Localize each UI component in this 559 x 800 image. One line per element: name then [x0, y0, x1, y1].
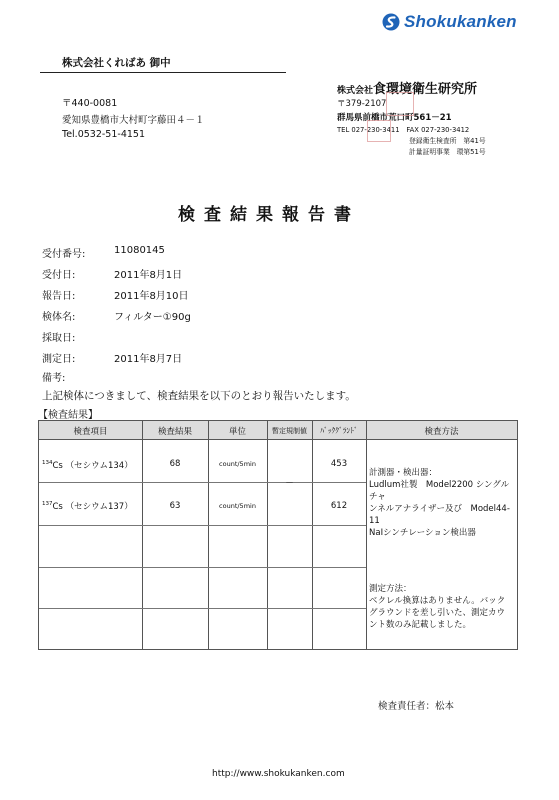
measurement-date-label: 測定日:	[42, 354, 76, 365]
sender-company: 食環境衛生研究所	[373, 82, 478, 97]
sender-address: 群馬県前橋市荒口町561－21	[337, 113, 452, 123]
method-line	[369, 539, 515, 583]
method-line: ント数のみ記載しました。	[369, 620, 472, 630]
col-header-background: ﾊﾞｯｸｸﾞﾗﾝﾄﾞ	[320, 426, 358, 435]
report-date-value: 2011年8月10日	[114, 291, 189, 302]
table-row-result: 63	[169, 501, 181, 511]
provisional-limit-value: －	[285, 479, 294, 489]
col-header-result: 検査結果	[157, 427, 192, 437]
column-divider	[267, 421, 268, 649]
column-divider	[366, 421, 367, 649]
logo-mark-icon	[382, 13, 400, 31]
document-title: 検査結果報告書	[178, 205, 360, 225]
table-row-background: 612	[330, 501, 348, 511]
receipt-date-value: 2011年8月1日	[114, 270, 183, 281]
mass-number: 134	[42, 460, 53, 467]
representative-seal-stamp	[367, 120, 391, 142]
sampling-date-label: 採取日:	[42, 333, 76, 344]
method-line: グラウンドを差し引いた、測定カウ	[369, 608, 506, 618]
table-row-unit: count/5min	[219, 502, 256, 510]
mass-number: 137	[42, 501, 53, 508]
report-statement: 上記検体につきまして、検査結果を以下のとおり報告いたします。	[42, 390, 356, 402]
row-divider	[39, 608, 366, 609]
column-divider	[208, 421, 209, 649]
remarks-label: 備考:	[42, 373, 66, 384]
col-header-unit: 単位	[228, 427, 246, 437]
col-header-method: 検査方法	[424, 427, 459, 437]
column-divider	[142, 421, 143, 649]
method-line: 計測器・検出器：	[369, 468, 438, 478]
method-line: Ludlum社製 Model2200 シングルチャ	[369, 480, 510, 502]
table-row-item	[42, 459, 133, 471]
inspector-name: 検査責任者：松本	[378, 701, 455, 712]
recipient-postal: 〒440-0081	[62, 98, 118, 109]
sender-postal: 〒379-2107	[337, 99, 387, 109]
method-line: ンネルアナライザー及び Model44-11	[369, 504, 510, 526]
sender-kk: 株式会社	[337, 86, 374, 96]
method-line: NaIシンチレーション検出器	[369, 528, 476, 538]
method-line: ベクレル換算はありません。バック	[369, 596, 506, 606]
row-divider	[39, 525, 366, 526]
table-row-result: 68	[169, 459, 181, 469]
table-row-background: 453	[330, 459, 348, 469]
section-label: 【検査結果】	[38, 410, 98, 421]
sample-name-value: フィルター①90g	[114, 312, 191, 323]
receipt-number-label: 受付番号:	[42, 249, 86, 260]
sender-registration-2: 計量証明事業 環第51号	[409, 148, 486, 156]
row-divider	[39, 482, 366, 483]
row-divider	[39, 567, 366, 568]
footer-url[interactable]: http://www.shokukanken.com	[212, 769, 345, 779]
receipt-number-value: 11080145	[114, 245, 165, 256]
company-logo	[382, 12, 517, 32]
recipient-tel: Tel.0532-51-4151	[62, 129, 145, 140]
item-name: Cs （セシウム134）	[52, 461, 133, 471]
recipient-underline	[40, 72, 286, 73]
logo-brand-text: Shokukanken	[404, 12, 517, 31]
receipt-date-label: 受付日:	[42, 270, 76, 281]
results-table	[38, 420, 518, 650]
col-header-item: 検査項目	[73, 427, 108, 437]
company-seal-stamp	[386, 92, 414, 116]
measurement-date-value: 2011年8月7日	[114, 354, 183, 365]
method-text	[369, 467, 515, 631]
sender-registration-1: 登録衛生検査所 第41号	[409, 137, 486, 145]
table-row-unit: count/5min	[219, 460, 256, 468]
recipient-address: 愛知県豊橋市大村町字藤田４－１	[62, 115, 205, 126]
report-date-label: 報告日:	[42, 291, 76, 302]
sender-tel-fax: TEL 027-230-3411 FAX 027-230-3412	[337, 126, 470, 134]
sample-name-label: 検体名:	[42, 312, 76, 323]
col-header-provisional-limit: 暫定規制値	[272, 427, 307, 435]
item-name: Cs （セシウム137）	[52, 502, 133, 512]
column-divider	[312, 421, 313, 649]
table-row-item	[42, 500, 133, 512]
method-line: 測定方法：	[369, 584, 412, 594]
recipient-name: 株式会社くればあ 御中	[62, 57, 171, 69]
